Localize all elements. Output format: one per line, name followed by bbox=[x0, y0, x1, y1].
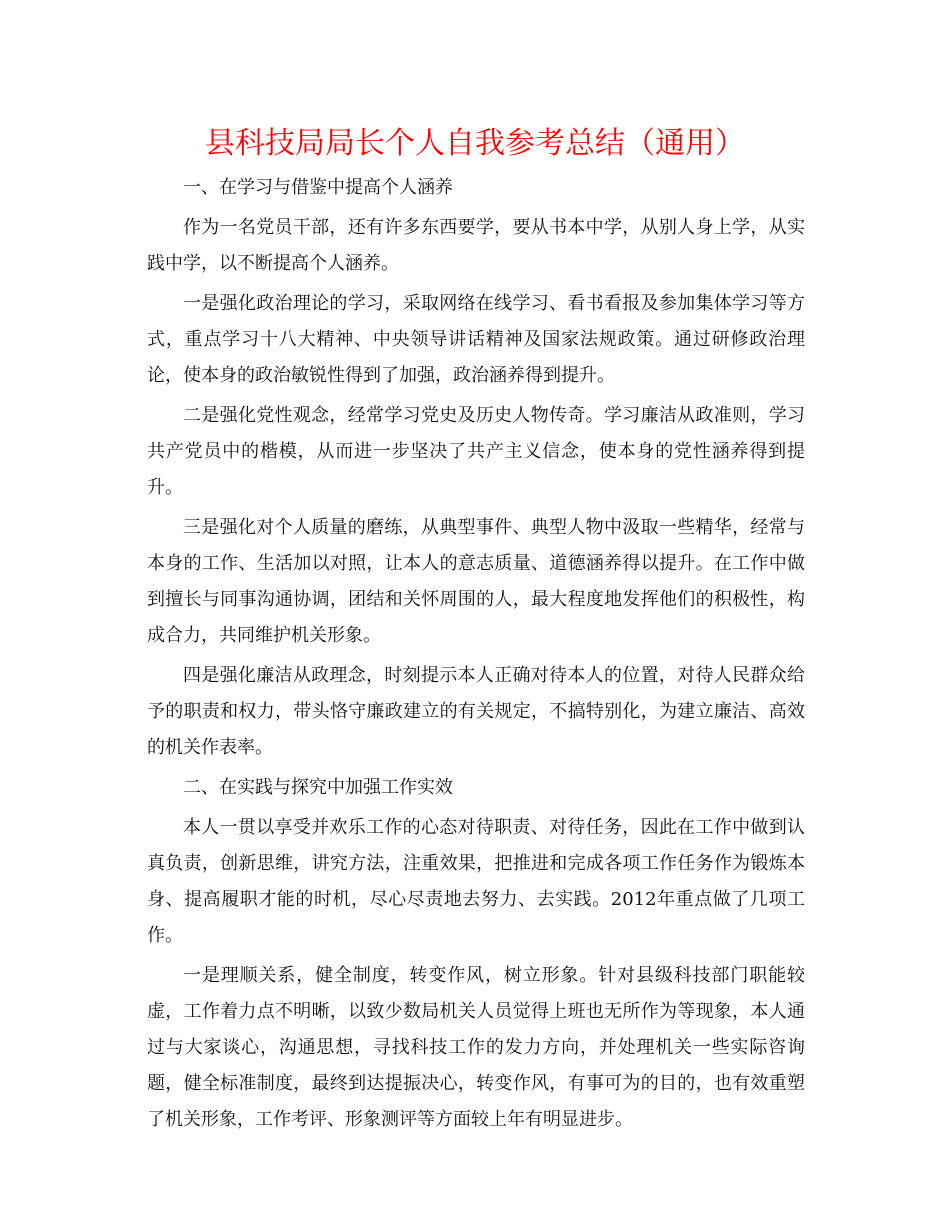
document-body bbox=[147, 170, 805, 1138]
paragraph: 四是强化廉洁从政理念，时刻提示本人正确对待本人的位置，对待人民群众给予的职责和权力，带头恪守廉政建立的有关规定，不搞特别化，为建立廉洁、高效的机关作表率。 bbox=[147, 665, 805, 758]
paragraph: 三是强化对个人质量的磨练，从典型事件、典型人物中汲取一些精华，经常与本身的工作、生活加以对照，让本人的意志质量、道德涵养得以提升。在工作中做到擅长与同事沟通协调，团结和关怀周围的人，最大程度地发挥他们的积极性，构成合力，共同维护机关形象。 bbox=[147, 517, 805, 646]
section-heading-1: 一、在学习与借鉴中提高个人涵养 bbox=[183, 177, 453, 198]
paragraph: 作为一名党员干部，还有许多东西要学，要从书本中学，从别人身上学，从实践中学，以不断提高个人涵养。 bbox=[147, 217, 805, 274]
paragraph: 二是强化党性观念，经常学习党史及历史人物传奇。学习廉洁从政准则，学习共产党员中的楷模，从而进一步坚决了共产主义信念，使本身的党性涵养得到提升。 bbox=[147, 405, 805, 498]
document-title: 县科技局局长个人自我参考总结（通用） bbox=[205, 126, 745, 161]
paragraph: 一是理顺关系，健全制度，转变作风，树立形象。针对县级科技部门职能较虚，工作着力点不明晰，以致少数局机关人员觉得上班也无所作为等现象，本人通过与大家谈心，沟通思想，寻找科技工作的发力方向，并处理机关一些实际咨询题，健全标准制度，最终到达提振决心，转变作风，有事可为的目的，也有效重塑了机关形象，工作考评、形象测评等方面较上年有明显进步。 bbox=[147, 965, 805, 1130]
paragraph: 一是强化政治理论的学习，采取网络在线学习、看书看报及参加集体学习等方式，重点学习十八大精神、中央领导讲话精神及国家法规政策。通过研修政治理论，使本身的政治敏锐性得到了加强，政治涵养得到提升。 bbox=[147, 293, 805, 386]
section-heading-2: 二、在实践与探究中加强工作实效 bbox=[183, 777, 453, 798]
paragraph: 本人一贯以享受并欢乐工作的心态对待职责、对待任务，因此在工作中做到认真负责，创新思维，讲究方法，注重效果，把推进和完成各项工作任务作为锻炼本身、提高履职才能的时机，尽心尽责地去努力、去实践。2012年重点做了几项工作。 bbox=[147, 817, 805, 946]
